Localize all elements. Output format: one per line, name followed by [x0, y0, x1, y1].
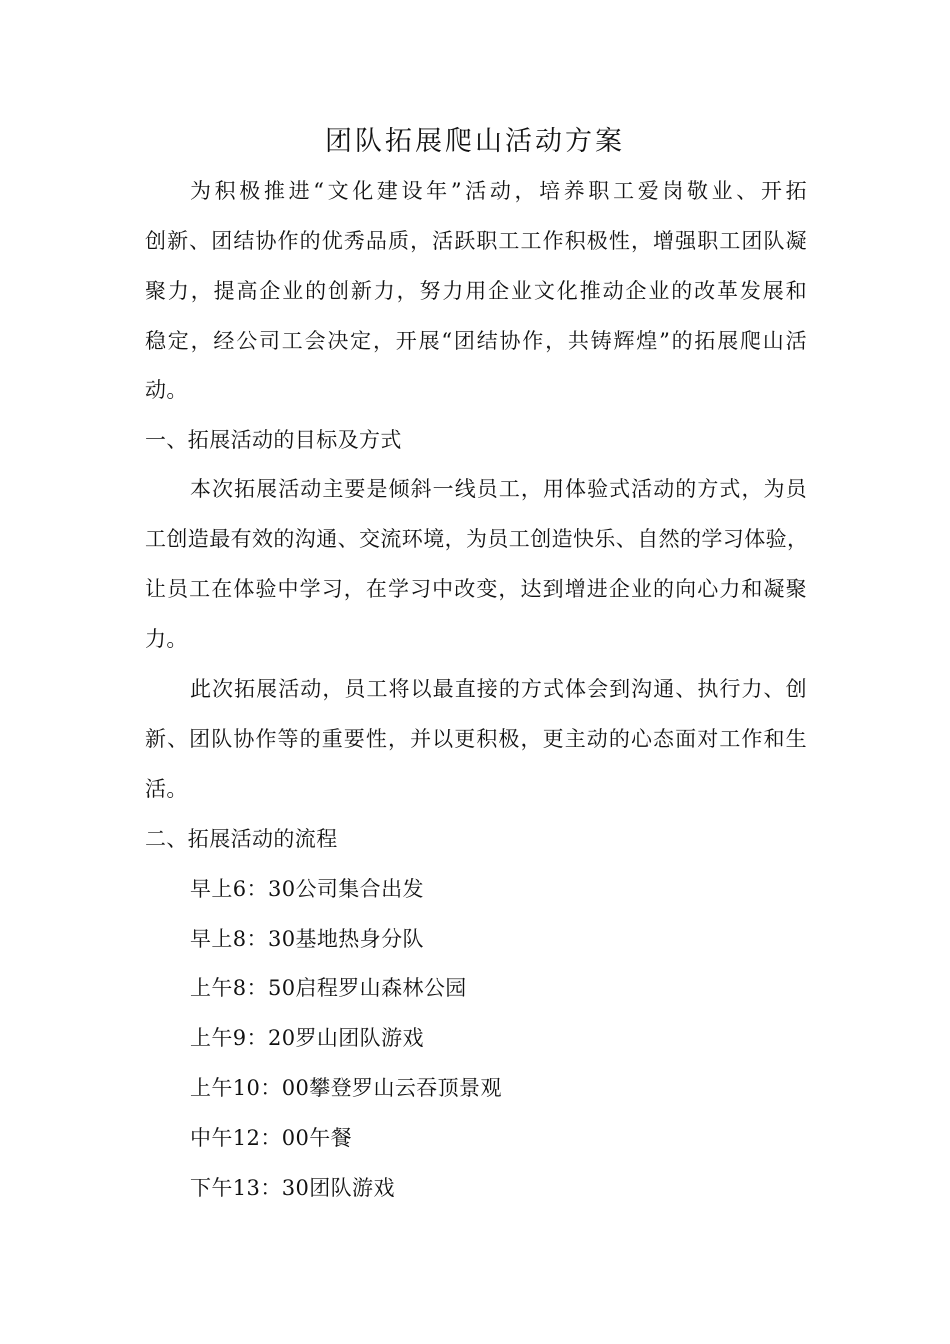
section1-para2-line-3: 活。	[145, 777, 188, 801]
schedule-item: 上午8：50启程罗山森林公园	[190, 976, 467, 1000]
intro-line-2: 创新、团结协作的优秀品质，活跃职工工作积极性，增强职工团队凝	[145, 229, 807, 253]
schedule-item: 上午10：00攀登罗山云吞顶景观	[190, 1076, 502, 1100]
schedule-item: 下午13：30团队游戏	[190, 1176, 395, 1200]
schedule-item: 上午9：20罗山团队游戏	[190, 1026, 424, 1050]
intro-line-1: 为积极推进“文化建设年”活动，培养职工爱岗敬业、开拓	[190, 179, 807, 203]
schedule-item: 早上6：30公司集合出发	[190, 877, 424, 901]
intro-line-5: 动。	[145, 378, 188, 402]
schedule-item: 早上8：30基地热身分队	[190, 927, 424, 951]
section1-para1-line-2: 工创造最有效的沟通、交流环境，为员工创造快乐、自然的学习体验，	[145, 527, 809, 551]
schedule-item: 中午12：00午餐	[190, 1126, 353, 1150]
intro-line-3: 聚力，提高企业的创新力，努力用企业文化推动企业的改革发展和	[145, 279, 807, 303]
section1-para1-line-4: 力。	[145, 627, 188, 651]
document-title: 团队拓展爬山活动方案	[325, 126, 625, 157]
section2-heading: 二、拓展活动的流程	[145, 827, 338, 851]
section1-para2-line-2: 新、团队协作等的重要性，并以更积极，更主动的心态面对工作和生	[145, 727, 807, 751]
intro-line-4: 稳定，经公司工会决定，开展“团结协作，共铸辉煌”的拓展爬山活	[145, 329, 807, 353]
section1-para1-line-1: 本次拓展活动主要是倾斜一线员工，用体验式活动的方式，为员	[190, 477, 807, 501]
section1-para1-line-3: 让员工在体验中学习，在学习中改变，达到增进企业的向心力和凝聚	[145, 577, 807, 601]
section1-heading: 一、拓展活动的目标及方式	[145, 428, 402, 452]
section1-para2-line-1: 此次拓展活动，员工将以最直接的方式体会到沟通、执行力、创	[190, 677, 807, 701]
